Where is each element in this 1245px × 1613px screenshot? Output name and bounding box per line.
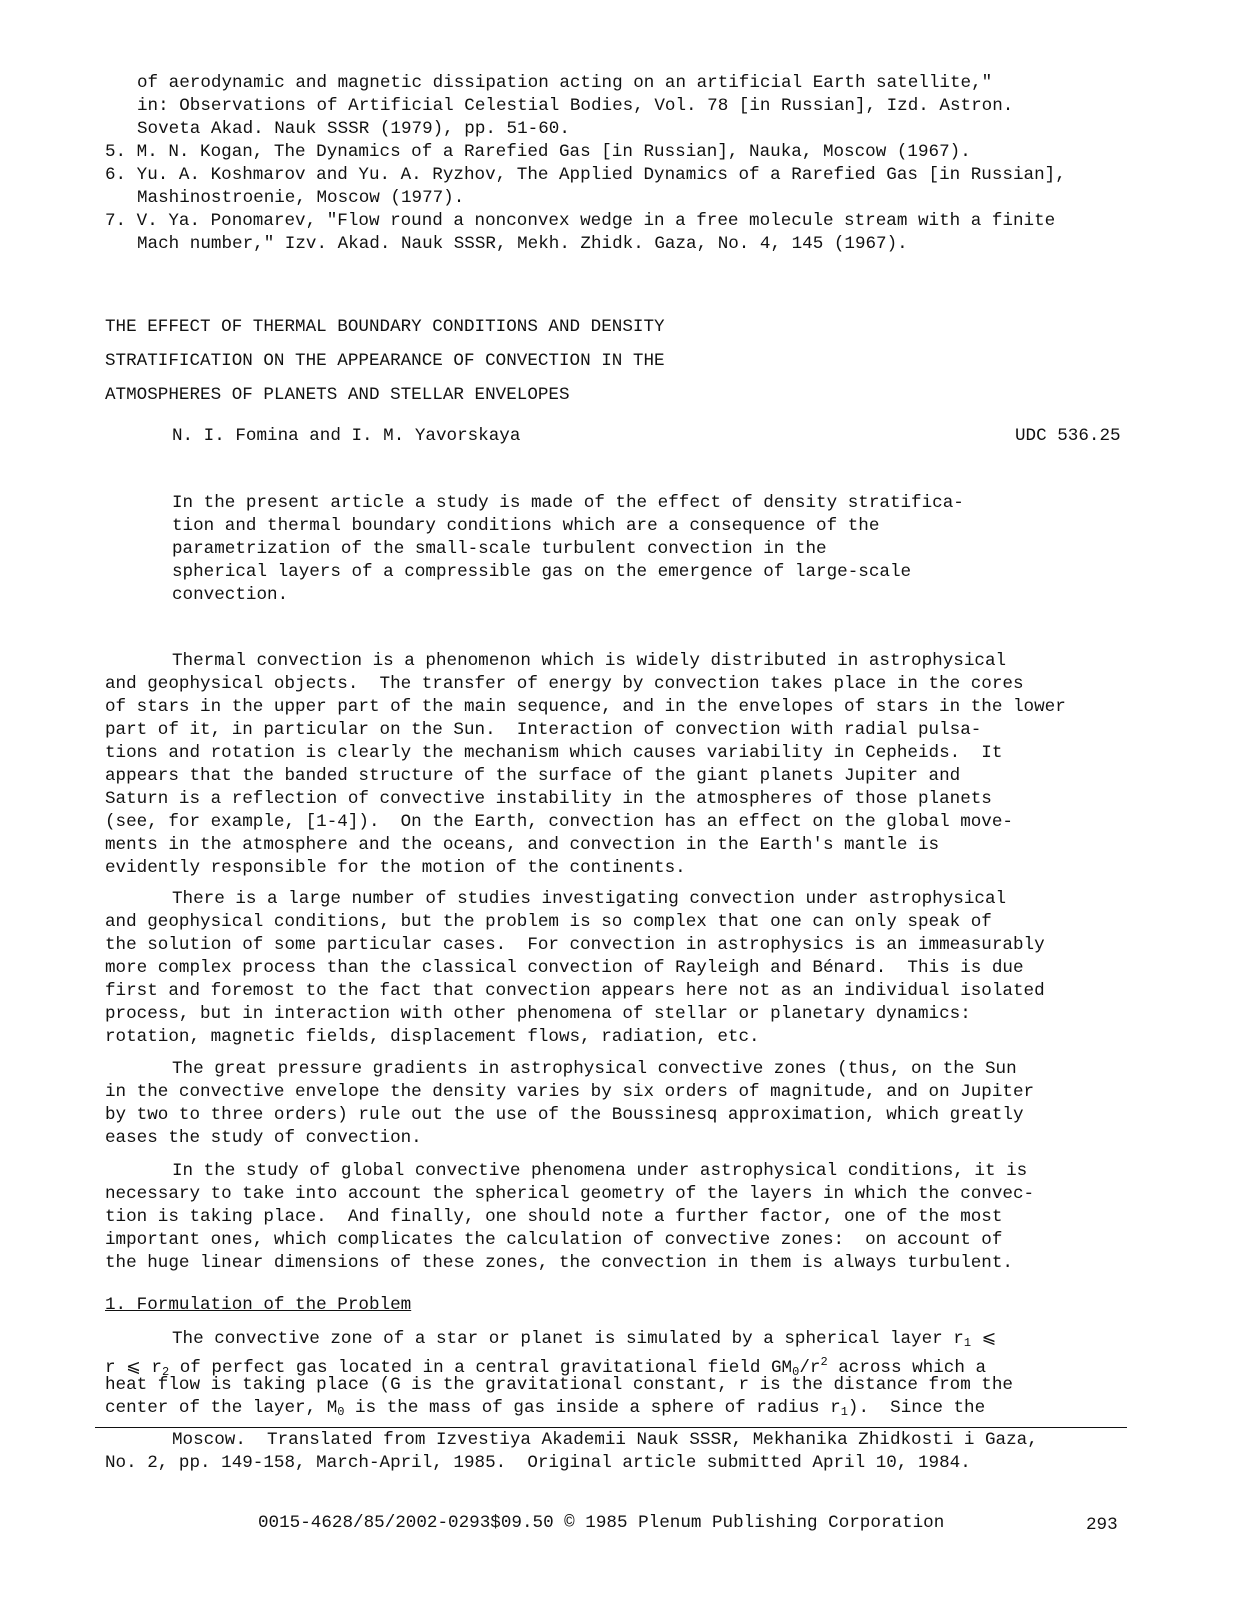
abstract-line: convection. xyxy=(172,585,289,605)
text-run: ⩽ xyxy=(971,1329,997,1349)
publication-code: 0015-4628/85/2002-0293$09.50 © 1985 Plenum Publishing Corporation xyxy=(258,1513,945,1533)
paragraph-line xyxy=(105,1397,1013,1420)
reference-continuation-line: of aerodynamic and magnetic dissipation acting on an artificial Earth satellite," xyxy=(137,73,993,93)
footnote-line: Moscow. Translated from Izvestiya Akademii Nauk SSSR, Mekhanika Zhidkosti i Gaza, xyxy=(172,1430,1038,1450)
title-line: STRATIFICATION ON THE APPEARANCE OF CONVECTION IN THE xyxy=(105,351,665,371)
section-1-paragraph xyxy=(105,1328,1013,1420)
text-run: of perfect gas located in a central gravitational field GM xyxy=(169,1358,793,1378)
superscript: 2 xyxy=(820,1355,828,1369)
paragraph-line: (see, for example, [1-4]). On the Earth, convection has an effect on the global move- xyxy=(105,812,1013,832)
body-paragraph-3 xyxy=(105,1058,1034,1150)
subscript: 1 xyxy=(840,1405,848,1419)
paragraph-line: Thermal convection is a phenomenon which is widely distributed in astrophysical xyxy=(172,651,1007,671)
text-run: across which a xyxy=(827,1358,987,1378)
paragraph-line: process, but in interaction with other phenomena of stellar or planetary dynamics: xyxy=(105,1004,971,1024)
text-run: The convective zone of a star or planet is simulated by a spherical layer r xyxy=(172,1329,964,1349)
abstract xyxy=(172,492,964,607)
paragraph-line: and geophysical objects. The transfer of energy by convection takes place in the cores xyxy=(105,674,1024,694)
text-run: r ⩽ r xyxy=(105,1358,162,1378)
section-heading: 1. Formulation of the Problem xyxy=(105,1295,412,1315)
reference-6: 6. Yu. A. Koshmarov and Yu. A. Ryzhov, The Applied Dynamics of a Rarefied Gas [in Russian], xyxy=(105,165,1066,185)
paragraph-line: the solution of some particular cases. For convection in astrophysics is an immeasurably xyxy=(105,935,1045,955)
title-line: ATMOSPHERES OF PLANETS AND STELLAR ENVELOPES xyxy=(105,385,570,405)
paragraph-line: In the study of global convective phenomena under astrophysical conditions, it is xyxy=(172,1161,1028,1181)
paragraph-line: ments in the atmosphere and the oceans, and convection in the Earth's mantle is xyxy=(105,835,940,855)
reference-7: 7. V. Ya. Ponomarev, "Flow round a nonconvex wedge in a free molecule stream with a finite xyxy=(105,211,1056,231)
text-run: is the mass of gas inside a sphere of radius r xyxy=(344,1398,841,1418)
paragraph-line: The great pressure gradients in astrophysical convective zones (thus, on the Sun xyxy=(172,1059,1017,1079)
paragraph-line: eases the study of convection. xyxy=(105,1128,422,1148)
paragraph-line: tions and rotation is clearly the mechanism which causes variability in Cepheids. It xyxy=(105,743,1003,763)
subscript: 1 xyxy=(963,1336,972,1350)
paragraph-line: first and foremost to the fact that convection appears here not as an individual isolated xyxy=(105,981,1045,1001)
article-title xyxy=(105,310,665,412)
paragraph-line: evidently responsible for the motion of the continents. xyxy=(105,858,686,878)
udc-code: UDC 536.25 xyxy=(1015,426,1121,446)
reference-6-cont: Mashinostroenie, Moscow (1977). xyxy=(137,188,465,208)
paragraph-line xyxy=(105,1328,1013,1351)
paragraph-line: in the convective envelope the density varies by six orders of magnitude, and on Jupiter xyxy=(105,1082,1035,1102)
footnote xyxy=(105,1429,1038,1475)
reference-5: 5. M. N. Kogan, The Dynamics of a Rarefied Gas [in Russian], Nauka, Moscow (1967). xyxy=(105,142,971,162)
subscript: 2 xyxy=(161,1365,170,1379)
paragraph-line: the huge linear dimensions of these zones, the convection in them is always turbulent. xyxy=(105,1253,1013,1273)
title-line: THE EFFECT OF THERMAL BOUNDARY CONDITIONS AND DENSITY xyxy=(105,317,665,337)
abstract-line: parametrization of the small-scale turbulent convection in the xyxy=(172,539,827,559)
paragraph-line: and geophysical conditions, but the problem is so complex that one can only speak of xyxy=(105,912,992,932)
paragraph-line: part of it, in particular on the Sun. Interaction of convection with radial pulsa- xyxy=(105,720,982,740)
reference-continuation-line: in: Observations of Artificial Celestial Bodies, Vol. 78 [in Russian], Izd. Astron. xyxy=(137,96,1014,116)
paragraph-line: Saturn is a reflection of convective instability in the atmospheres of those planets xyxy=(105,789,992,809)
page-number: 293 xyxy=(1086,1515,1118,1535)
footnote-line: No. 2, pp. 149-158, March-April, 1985. Original article submitted April 10, 1984. xyxy=(105,1453,971,1473)
reference-list xyxy=(105,72,1066,256)
paragraph-line xyxy=(105,1351,1013,1379)
abstract-line: spherical layers of a compressible gas on the emergence of large-scale xyxy=(172,562,912,582)
paragraph-line: by two to three orders) rule out the use of the Boussinesq approximation, which greatly xyxy=(105,1105,1024,1125)
body-paragraph-4 xyxy=(105,1160,1034,1275)
paragraph-line: rotation, magnetic fields, displacement flows, radiation, etc. xyxy=(105,1027,760,1047)
body-paragraph-2 xyxy=(105,888,1045,1049)
text-run: ). Since the xyxy=(847,1398,986,1418)
abstract-line: tion and thermal boundary conditions which are a consequence of the xyxy=(172,516,880,536)
body-paragraph-1 xyxy=(105,650,1066,880)
paragraph-line: necessary to take into account the spherical geometry of the layers in which the convec- xyxy=(105,1184,1035,1204)
paragraph-line: heat flow is taking place (G is the gravitational constant, r is the distance from the xyxy=(105,1375,1013,1395)
authors: N. I. Fomina and I. M. Yavorskaya xyxy=(172,426,521,446)
text-run: /r xyxy=(799,1358,821,1378)
footnote-divider xyxy=(95,1427,1127,1428)
paragraph-line: important ones, which complicates the calculation of convective zones: on account of xyxy=(105,1230,1003,1250)
paragraph-line: There is a large number of studies investigating convection under astrophysical xyxy=(172,889,1007,909)
reference-7-cont: Mach number," Izv. Akad. Nauk SSSR, Mekh. Zhidk. Gaza, No. 4, 145 (1967). xyxy=(137,234,908,254)
paragraph-line: tion is taking place. And finally, one should note a further factor, one of the most xyxy=(105,1207,1003,1227)
paragraph-line: appears that the banded structure of the surface of the giant planets Jupiter and xyxy=(105,766,961,786)
subscript: 0 xyxy=(337,1405,345,1419)
text-run: center of the layer, M xyxy=(105,1398,338,1418)
paragraph-line: more complex process than the classical convection of Rayleigh and Bénard. This is due xyxy=(105,958,1024,978)
subscript: 0 xyxy=(792,1365,800,1379)
abstract-line: In the present article a study is made of the effect of density stratifica- xyxy=(172,493,964,513)
paragraph-line: of stars in the upper part of the main sequence, and in the envelopes of stars in the lower xyxy=(105,697,1066,717)
reference-continuation-line: Soveta Akad. Nauk SSSR (1979), pp. 51-60. xyxy=(137,119,570,139)
